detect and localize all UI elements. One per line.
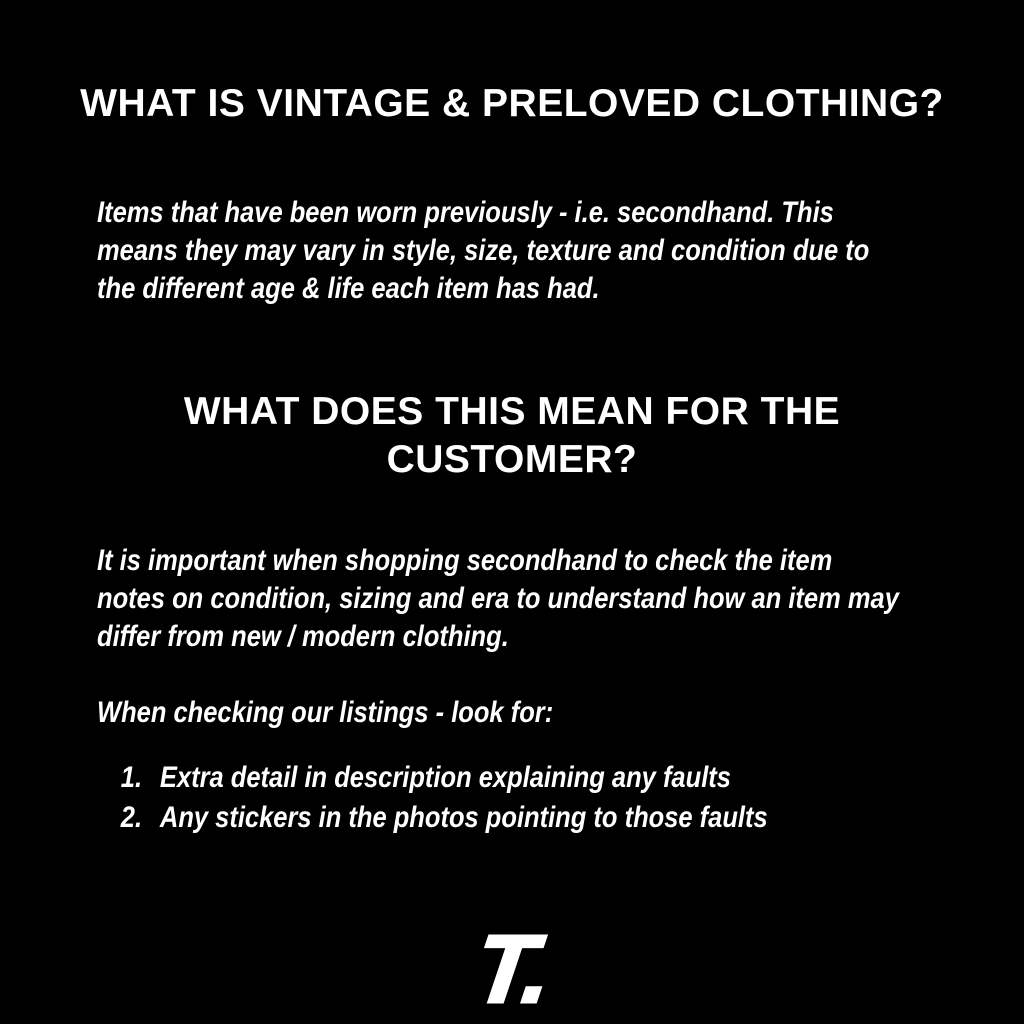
checklist-item [97, 798, 885, 838]
checklist-item-number: 2. [120, 801, 143, 834]
checklist [97, 758, 1024, 838]
intro-paragraph: Items that have been worn previously - i.e. secondhand. This means they may vary in style, size, texture and condition due to the different age & life each item has had. [97, 196, 870, 305]
checklist-item-text: Extra detail in description explaining any faults [159, 761, 731, 794]
checklist-item-number: 1. [120, 761, 143, 794]
brand-logo-t-icon: T. [468, 916, 556, 1023]
checklist-item-text: Any stickers in the photos pointing to those faults [159, 801, 768, 834]
customer-section-paragraph: It is important when shopping secondhand to check the item notes on condition, sizing and era to understand how an item may differ from new / modern clothing. [97, 544, 899, 653]
checklist-item [97, 758, 885, 798]
checklist-lead-in: When checking our listings - look for: [97, 696, 554, 729]
customer-section-heading: WHAT DOES THIS MEAN FOR THE CUSTOMER? [183, 390, 841, 481]
page-title: WHAT IS VINTAGE & PRELOVED CLOTHING? [80, 82, 944, 125]
